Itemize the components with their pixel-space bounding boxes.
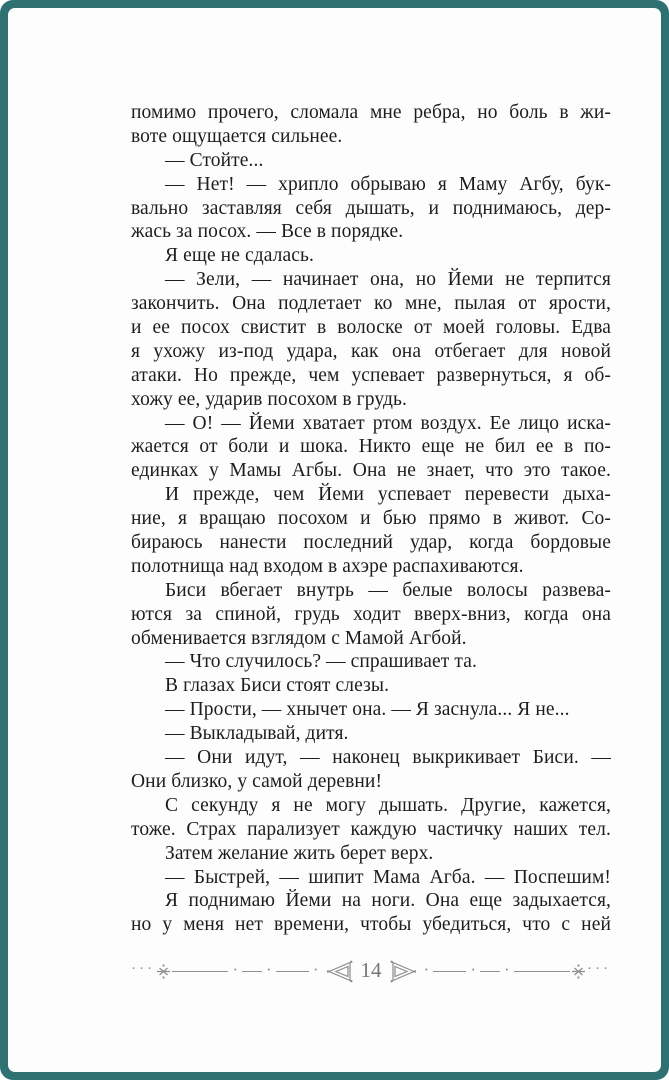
text-line: обменивается взглядом с Мамой Агбой. bbox=[131, 627, 467, 649]
text-line: жается от боли и шока. Никто еще не бил ее в по- bbox=[131, 436, 611, 458]
text-line: я ухожу из-под удара, как она отбегает для новой bbox=[131, 340, 611, 362]
text-line: Я еще не сдалась. bbox=[165, 245, 314, 267]
text-line: — Быстрей, — шипит Мама Агба. — Поспешим! bbox=[165, 866, 611, 888]
text-line: — Что случилось? — спрашивает та. bbox=[165, 651, 477, 673]
ornament-star-left-icon bbox=[157, 964, 170, 979]
page-text bbox=[131, 101, 611, 937]
ornament-star-right-icon bbox=[572, 964, 585, 979]
ornament-dot: · bbox=[470, 959, 476, 979]
text-line: ние, я вращаю посохом и бью прямо в живот. Со- bbox=[131, 508, 611, 530]
text-line: Они близко, у самой деревни! bbox=[131, 770, 383, 792]
text-line: полотнища над входом в ахэре распахиваются. bbox=[131, 555, 524, 577]
text-line: и ее посох свистит в волоске от моей головы. Едва bbox=[131, 317, 611, 339]
text-line: но у меня нет времени, чтобы убедиться, что с ней bbox=[131, 914, 611, 936]
ornament-triangle-right-icon bbox=[390, 960, 417, 983]
text-line: — Прости, — хнычет она. — Я заснула... Я не... bbox=[165, 699, 570, 721]
text-line: единках у Мамы Агбы. Она не знает, что это такое. bbox=[131, 460, 611, 482]
divider-line bbox=[276, 971, 309, 972]
ornament-dots-left: ··· bbox=[131, 960, 155, 977]
text-line: воте ощущается сильнее. bbox=[131, 125, 343, 147]
page-number: 14 bbox=[360, 957, 382, 982]
text-line: бираюсь нанести последний удар, когда бордовые bbox=[131, 532, 611, 554]
ornament-dot: · bbox=[312, 959, 319, 979]
text-line: атаки. Но прежде, чем успевает развернуться, я об- bbox=[131, 364, 611, 386]
ornament-dots-right: ··· bbox=[587, 960, 611, 977]
text-line: хожу ее, ударив посохом в грудь. bbox=[131, 388, 407, 410]
text-line: ются за спиной, грудь ходит вверх-вниз, когда она bbox=[131, 603, 611, 625]
text-line: И прежде, чем Йеми успевает перевести дыха- bbox=[165, 484, 611, 506]
text-line: тоже. Страх парализует каждую частичку наших тел. bbox=[131, 818, 611, 840]
text-line: Затем желание жить берет верх. bbox=[165, 842, 434, 864]
text-line: — Зели, — начинает она, но Йеми не терпится bbox=[165, 269, 611, 291]
ornament-dot: · bbox=[423, 959, 430, 979]
text-line: — Выкладывай, дитя. bbox=[165, 723, 349, 745]
text-line: — О! — Йеми хватает ртом воздух. Ее лицо иска- bbox=[165, 412, 611, 434]
ornament-dot: · bbox=[266, 959, 272, 979]
ornament-dot: · bbox=[232, 959, 239, 979]
text-line: закончить. Она подлетает ко мне, пылая от ярости, bbox=[131, 293, 611, 315]
ornament-triangle-left-icon bbox=[326, 960, 353, 983]
divider-line bbox=[433, 971, 466, 972]
text-line: — Стойте... bbox=[165, 149, 264, 171]
text-line: — Нет! — хрипло обрываю я Маму Агбу, бук- bbox=[165, 173, 611, 195]
divider-dash bbox=[480, 971, 500, 972]
text-line: вально заставляя себя дышать, и поднимаюсь, дер- bbox=[131, 197, 611, 219]
text-line: помимо прочего, сломала мне ребра, но боль в жи- bbox=[131, 102, 611, 123]
divider-line bbox=[172, 971, 228, 972]
divider-dash bbox=[242, 971, 262, 972]
text-line: В глазах Биси стоят слезы. bbox=[165, 675, 390, 697]
text-line: С секунду я не могу дышать. Другие, кажется, bbox=[165, 794, 611, 816]
text-line: жась за посох. — Все в порядке. bbox=[131, 221, 404, 243]
text-line: — Они идут, — наконец выкрикивает Биси. — bbox=[165, 747, 611, 769]
page-footer bbox=[131, 958, 611, 984]
ornament-dot: · bbox=[503, 959, 510, 979]
text-line: Биси вбегает внутрь — белые волосы развева- bbox=[165, 579, 611, 601]
divider-line bbox=[514, 971, 570, 972]
book-page bbox=[8, 8, 661, 1072]
text-line: Я поднимаю Йеми на ноги. Она еще задыхается, bbox=[165, 890, 611, 912]
